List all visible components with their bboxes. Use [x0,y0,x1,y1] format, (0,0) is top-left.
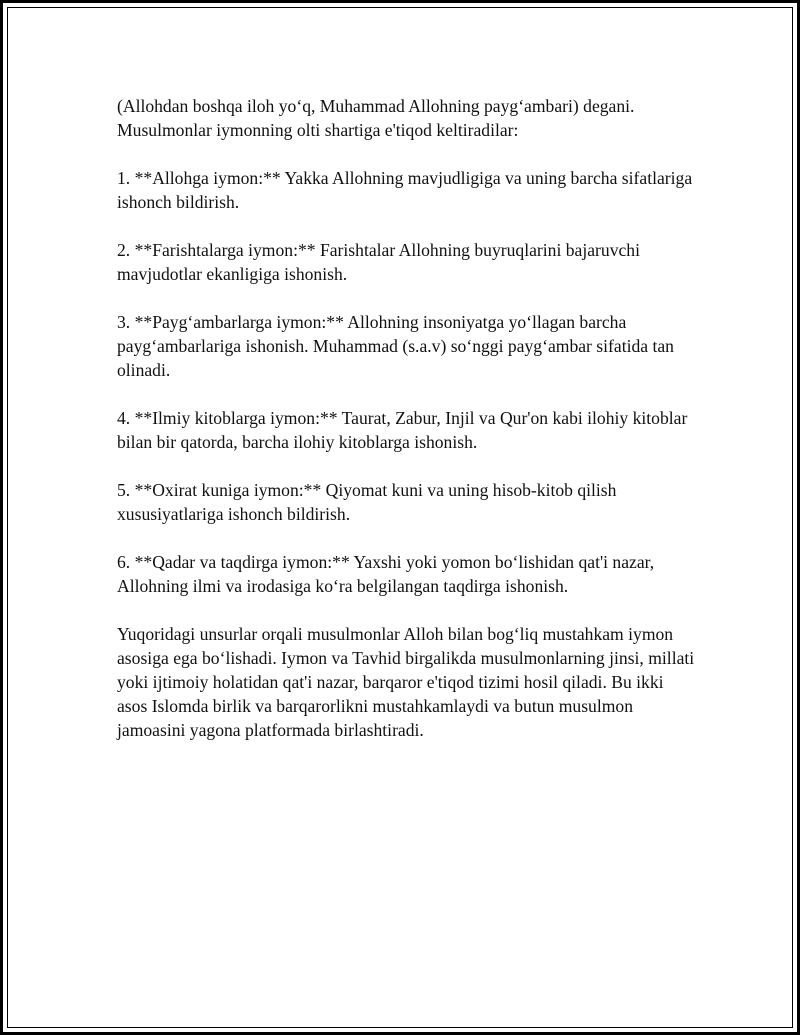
intro-paragraph: (Allohdan boshqa iloh yo‘q, Muhammad Allohning payg‘ambari) degani. Musulmonlar iymonning olti shartiga e'tiqod keltiradilar: [117,96,635,140]
conclusion-paragraph: Yuqoridagi unsurlar orqali musulmonlar Alloh bilan bog‘liq mustahkam iymon asosiga ega bo‘lishadi. Iymon va Tavhid birgalikda musulmonlarning jinsi, millati yoki ijtimoiy holatidan qat'i nazar, barqaror e'tiqod tizimi hosil qiladi. Bu ikki asos Islomda birlik va barqarorlikni mustahkamlaydi va butun musulmon jamoasini yagona platformada birlashtiradi. [117,624,695,740]
list-item-allohga-iymon: 1. **Allohga iymon:** Yakka Allohning mavjudligiga va uning barcha sifatlariga ishonch bildirish. [117,168,693,212]
list-item-oxirat-kuniga-iymon: 5. **Oxirat kuniga iymon:** Qiyomat kuni va uning hisob-kitob qilish xususiyatlariga ishonch bildirish. [117,480,617,524]
list-item-farishtalarga-iymon: 2. **Farishtalarga iymon:** Farishtalar Allohning buyruqlarini bajaruvchi mavjudotlar ekanligiga ishonish. [117,240,640,284]
document-body [117,94,697,766]
list-item-paygambarlarga-iymon: 3. **Payg‘ambarlarga iymon:** Allohning insoniyatga yo‘llagan barcha payg‘ambarlariga ishonish. Muhammad (s.a.v) so‘nggi payg‘ambar sifatida tan olinadi. [117,312,674,380]
list-item-kitoblarga-iymon: 4. **Ilmiy kitoblarga iymon:** Taurat, Zabur, Injil va Qur'on kabi ilohiy kitoblar bilan bir qatorda, barcha ilohiy kitoblarga ishonish. [117,408,688,452]
list-item-qadar-iymon: 6. **Qadar va taqdirga iymon:** Yaxshi yoki yomon bo‘lishidan qat'i nazar, Allohning ilmi va irodasiga ko‘ra belgilangan taqdirga ishonish. [117,552,655,596]
